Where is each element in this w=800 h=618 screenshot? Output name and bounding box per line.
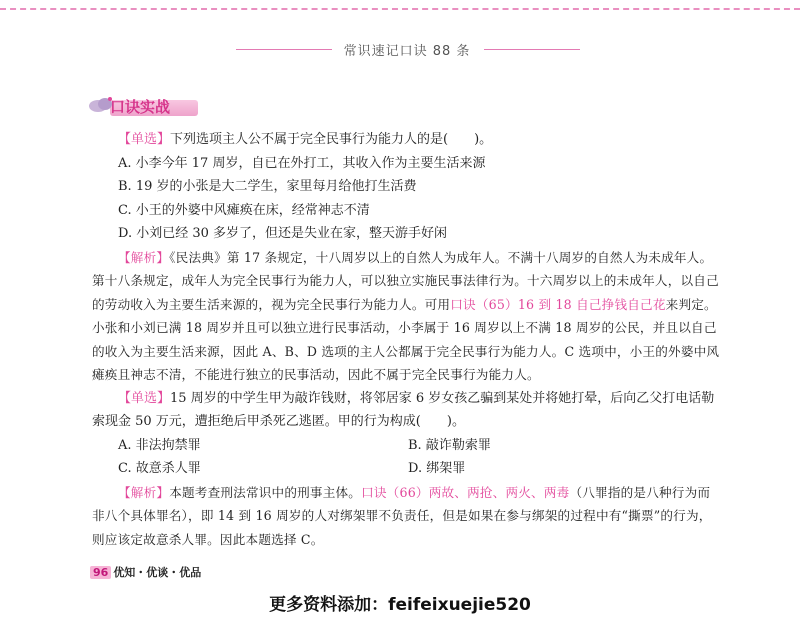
q1-analysis: [92, 246, 722, 387]
q2-options-row-2: [92, 457, 722, 481]
top-dashed-border: [0, 8, 800, 10]
q2-option-d: D. 绑架罪: [408, 461, 466, 476]
page-header: [0, 40, 800, 60]
q2-stem-text: 15 周岁的中学生甲为敲诈钱财，将邻居家 6 岁女孩乙骗到某处并将她打晕，后向乙父打电话勒索现金 50 万元，遭拒绝后甲杀死乙逃匿。甲的行为构成( )。: [92, 390, 715, 429]
q1-analysis-tag: 【解析】: [118, 249, 170, 265]
q2-analysis-post: （八罪指的是八种行为而非八个具体罪名），即 14 到 16 周岁的人对绑架罪不负责任，但是如果在参与绑架的过程中有“撕票”的行为，则应该定故意杀人罪。因此本题选择 C。: [92, 484, 712, 547]
q2-option-a: A. 非法拘禁罪: [118, 437, 201, 453]
page-number: 96: [90, 566, 111, 579]
q2-options-row-1: [92, 434, 722, 458]
q1-option-b: B. 19 岁的小张是大二学生，家里每月给他打生活费: [118, 179, 417, 194]
q1-tag: 【单选】: [118, 132, 171, 147]
q1-analysis-mnemonic: 口诀（65）16 到 18 自己挣钱自己花: [450, 296, 666, 312]
q2-analysis-mnemonic: 口诀（66）两故、两抢、两火、两毒: [361, 484, 570, 500]
q2-option-c: C. 故意杀人罪: [118, 461, 201, 476]
section-title: 口诀实战: [110, 98, 171, 116]
q2-analysis-tag: 【解析】: [118, 484, 170, 500]
page-footer: [90, 564, 201, 582]
q1-analysis-pre: 《民法典》第 17 条规定，十八周岁以上的自然人为成年人。不满十八周岁的自然人为未成年人。第十八条规定，成年人为完全民事行为能力人，可以独立实施民事法律行为。十六周岁以上的未成年人，以自己的劳动收入为主要生活来源的，视为完全民事行为能力人。可用: [92, 249, 719, 312]
q1-stem-text: 下列选项主人公不属于完全民事行为能力人的是( )。: [170, 132, 493, 147]
q1-option-d: D. 小刘已经 30 多岁了，但还是失业在家，整天游手好闲: [118, 226, 448, 241]
footer-brand: 优知・优谈・优品: [113, 566, 202, 579]
q2-analysis: [92, 481, 722, 552]
section-badge: [88, 92, 198, 120]
q2-stem: [92, 387, 722, 434]
header-rule-left: [236, 49, 332, 50]
question-content: [92, 128, 722, 551]
q1-option-c: C. 小王的外婆中风瘫痪在床，经常神志不清: [118, 202, 370, 218]
q1-stem: [92, 128, 722, 152]
q2-option-b: B. 敲诈勒索罪: [408, 437, 491, 453]
q1-analysis-post: 来判定。小张和小刘已满 18 周岁并且可以独立进行民事活动，小李属于 16 周岁以上不满 18 周岁的公民，并且以自己的收入为主要生活来源，因此 A、B、D 选项的主人公都属于完全民事行为能力人。C 选项中，小王的外婆中风瘫痪且神志不清，不能进行独立的民事活动，因此不属于完全民事行为能力人。: [92, 296, 720, 382]
promo-text: 更多资料添加：feifeixuejie520: [269, 595, 531, 615]
header-title: 常识速记口诀 88 条: [343, 44, 471, 59]
header-rule-right: [484, 49, 580, 50]
q1-option-a: A. 小李今年 17 周岁，自已在外打工，其收入作为主要生活来源: [118, 155, 486, 171]
q2-tag: 【单选】: [118, 390, 171, 406]
q2-analysis-pre: 本题考查刑法常识中的刑事主体。: [169, 484, 362, 500]
